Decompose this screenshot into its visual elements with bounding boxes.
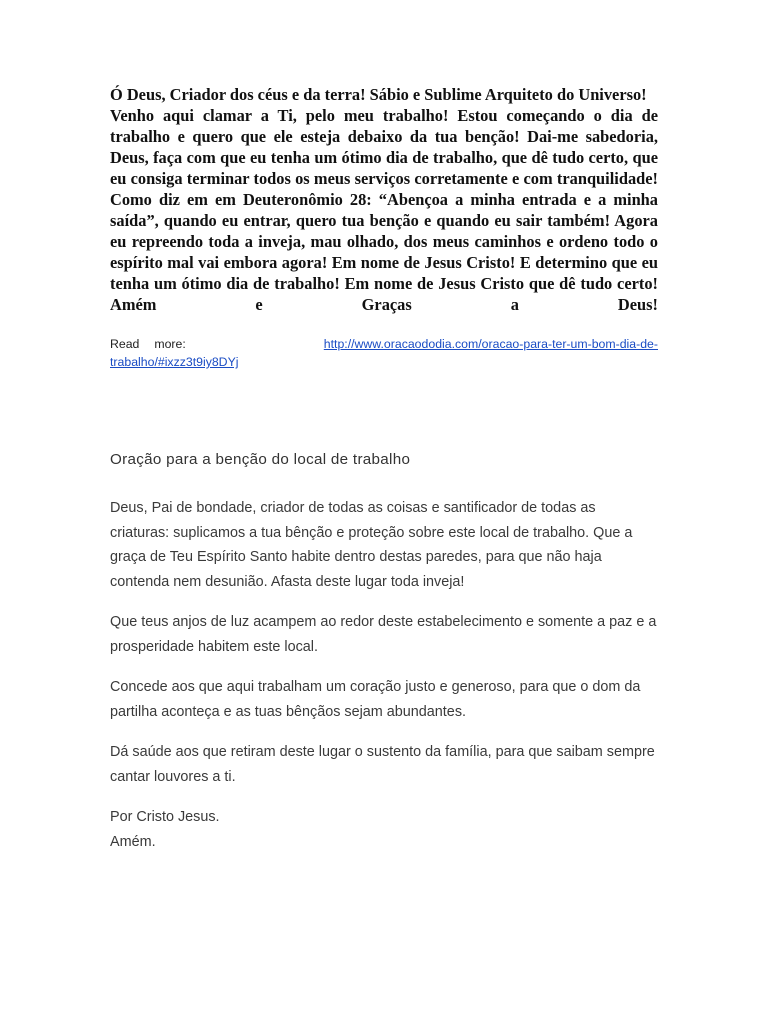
read-more-label: Read more: [110,337,186,351]
read-more-line [110,335,658,371]
prayer-work-day [110,84,658,315]
workplace-prayer [110,496,658,854]
workplace-prayer-paragraph: Dá saúde aos que retiram deste lugar o sustento da família, para que saibam sempre cantar louvores a ti. [110,744,655,785]
closing-amen: Amém. [110,833,156,850]
document-page [110,84,658,854]
read-more-link[interactable]: http://www.oracaododia.com/oracao-para-ter-um-bom-dia-de-trabalho/#ixzz3t9iy8DYj [110,337,658,369]
section-heading: Oração para a benção do local de trabalho [110,451,411,468]
prayer-opening-line: Ó Deus, Criador dos céus e da terra! Sábio e Sublime Arquiteto do Universo! [110,85,647,104]
prayer-body: Venho aqui clamar a Ti, pelo meu trabalho! Estou começando o dia de trabalho e quero que ele esteja debaixo da tua benção! Dai-me sabedoria, Deus, faça com que eu tenha um ótimo dia de trabalho, que dê tudo certo, que eu consiga terminar todos os meus serviços corretamente e com tranquilidade! Como diz em em Deuteronômio 28: “Abençoa a minha entrada e a minha saída”, quando eu entrar, quero tua benção e quando eu sair também! Agora eu repreendo toda a inveja, mau olhado, dos meus caminhos e ordeno todo o espírito mal vai embora agora! Em nome de Jesus Cristo! E determino que eu tenha um ótimo dia de trabalho! Em nome de Jesus Cristo que dê tudo certo! Amém e Graças a Deus! [110,106,658,314]
workplace-prayer-paragraph: Concede aos que aqui trabalham um coração justo e generoso, para que o dom da partilha aconteça e as tuas bênçãos sejam abundantes. [110,679,641,720]
closing-line: Por Cristo Jesus. [110,809,220,825]
workplace-prayer-paragraph: Que teus anjos de luz acampem ao redor deste estabelecimento e somente a paz e a prosperidade habitem este local. [110,614,657,655]
workplace-prayer-paragraph: Deus, Pai de bondade, criador de todas as coisas e santificador de todas as criaturas: suplicamos a tua bênção e proteção sobre este local de trabalho. Que a graça de Teu Espírito Santo habite dentro destas paredes, para que não haja contenda nem desunião. Afasta deste lugar toda inveja! [110,500,633,590]
